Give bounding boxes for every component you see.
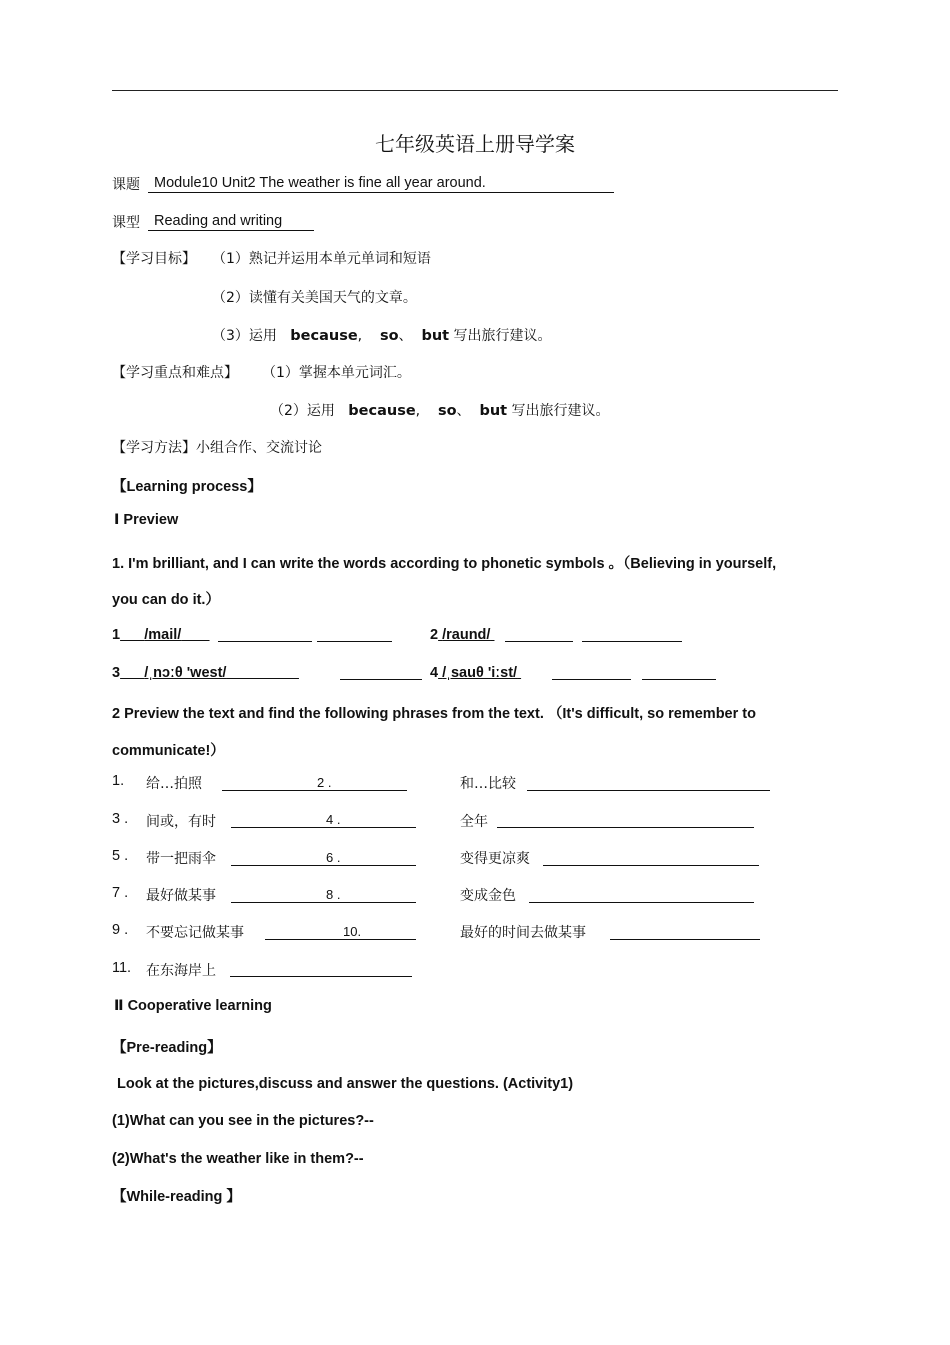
lesson-value: Module10 Unit2 The weather is fine all year around. xyxy=(154,175,486,191)
phrase-num-7: 7 . xyxy=(112,885,129,901)
preview-heading: Ⅰ Preview xyxy=(114,512,179,528)
phrase-num-6: 6 . xyxy=(326,850,341,865)
question-1: (1)What can you see in the pictures?-- xyxy=(112,1113,374,1129)
phrase-6: 变得更凉爽 xyxy=(460,851,530,867)
phrase-num-5: 5 . xyxy=(112,848,129,864)
phrase-8: 变成金色 xyxy=(460,888,516,904)
answer-line xyxy=(317,641,392,642)
learning-process-heading: 【Learning process】 xyxy=(112,479,262,495)
method-label: 【学习方法】 xyxy=(112,440,196,456)
phonetic-3: 3 /ˌnɔːθ 'west/ xyxy=(112,665,227,681)
lesson-type-underline xyxy=(148,230,314,231)
answer-line xyxy=(642,679,716,680)
phrase-3: 间或，有时 xyxy=(146,814,216,830)
pre-reading-heading: 【Pre-reading】 xyxy=(112,1040,222,1056)
key-point-1: （1）掌握本单元词汇。 xyxy=(262,365,411,381)
answer-line xyxy=(582,641,682,642)
answer-line xyxy=(231,827,416,828)
answer-line xyxy=(529,902,754,903)
page-title: 七年级英语上册导学案 xyxy=(375,132,575,156)
phrase-num-1: 1. xyxy=(112,773,125,789)
while-reading-heading: 【While-reading 】 xyxy=(112,1189,241,1205)
preview-task2-line1: 2 Preview the text and find the following phrases from the text. （It's difficult, so remember to xyxy=(112,706,756,722)
phrase-num-8: 8 . xyxy=(326,887,341,902)
answer-line xyxy=(222,790,407,791)
phrase-num-9: 9 . xyxy=(112,922,129,938)
answer-line xyxy=(552,679,631,680)
answer-line xyxy=(543,865,759,866)
phrase-num-2: 2 . xyxy=(317,775,332,790)
phrase-num-11: 11. xyxy=(112,960,132,976)
lesson-underline xyxy=(148,192,614,193)
phrase-num-3: 3 . xyxy=(112,811,129,827)
lesson-type-value: Reading and writing xyxy=(154,213,283,229)
phrase-10: 最好的时间去做某事 xyxy=(460,925,586,941)
answer-line xyxy=(231,902,416,903)
objective-1: （1）熟记并运用本单元单词和短语 xyxy=(212,251,431,267)
answer-line xyxy=(505,641,573,642)
phonetic-2: 2 /raund/ xyxy=(430,627,491,643)
answer-line xyxy=(527,790,770,791)
objective-3: （3）运用 because, so、 but 写出旅行建议。 xyxy=(212,328,552,344)
phrase-11: 在东海岸上 xyxy=(146,963,216,979)
answer-line xyxy=(231,865,416,866)
phonetic-1: 1 /mail/ xyxy=(112,627,182,643)
answer-line xyxy=(265,939,416,940)
preview-task1-line1: 1. I'm brilliant, and I can write the words according to phonetic symbols 。（Believing in yourself, xyxy=(112,556,777,572)
lesson-label: 课题 xyxy=(112,177,140,193)
preview-task2-line2: communicate!） xyxy=(112,743,225,759)
phrase-5: 带一把雨伞 xyxy=(146,851,216,867)
preview-task1-line2: you can do it.） xyxy=(112,592,220,608)
key-point-2: （2）运用 because, so、 but 写出旅行建议。 xyxy=(270,403,610,419)
phrase-7: 最好做某事 xyxy=(146,888,216,904)
phrase-num-10: 10. xyxy=(343,924,362,939)
answer-line xyxy=(340,679,422,680)
phonetic-4: 4 /ˌsauθ 'iːst/ xyxy=(430,665,518,681)
phrase-num-4: 4 . xyxy=(326,812,341,827)
question-2: (2)What's the weather like in them?-- xyxy=(112,1151,364,1167)
objectives-label: 【学习目标】 xyxy=(112,251,196,267)
answer-line xyxy=(497,827,754,828)
answer-line xyxy=(230,976,412,977)
key-points-label: 【学习重点和难点】 xyxy=(112,365,238,381)
method-row xyxy=(112,437,322,457)
method-value: 小组合作、交流讨论 xyxy=(196,440,322,456)
phrase-1: 给…拍照 xyxy=(146,776,202,792)
answer-line xyxy=(218,641,312,642)
answer-line xyxy=(610,939,760,940)
phrase-9: 不要忘记做某事 xyxy=(146,925,244,941)
pre-reading-instruction: Look at the pictures,discuss and answer the questions. (Activity1) xyxy=(117,1076,574,1092)
lesson-type-label: 课型 xyxy=(112,215,140,231)
cooperative-heading: Ⅱ Cooperative learning xyxy=(114,998,272,1014)
phrase-4: 全年 xyxy=(460,814,488,830)
objective-2: （2）读懂有关美国天气的文章。 xyxy=(212,290,417,306)
header-rule xyxy=(112,90,838,91)
phrase-2: 和…比较 xyxy=(460,776,516,792)
